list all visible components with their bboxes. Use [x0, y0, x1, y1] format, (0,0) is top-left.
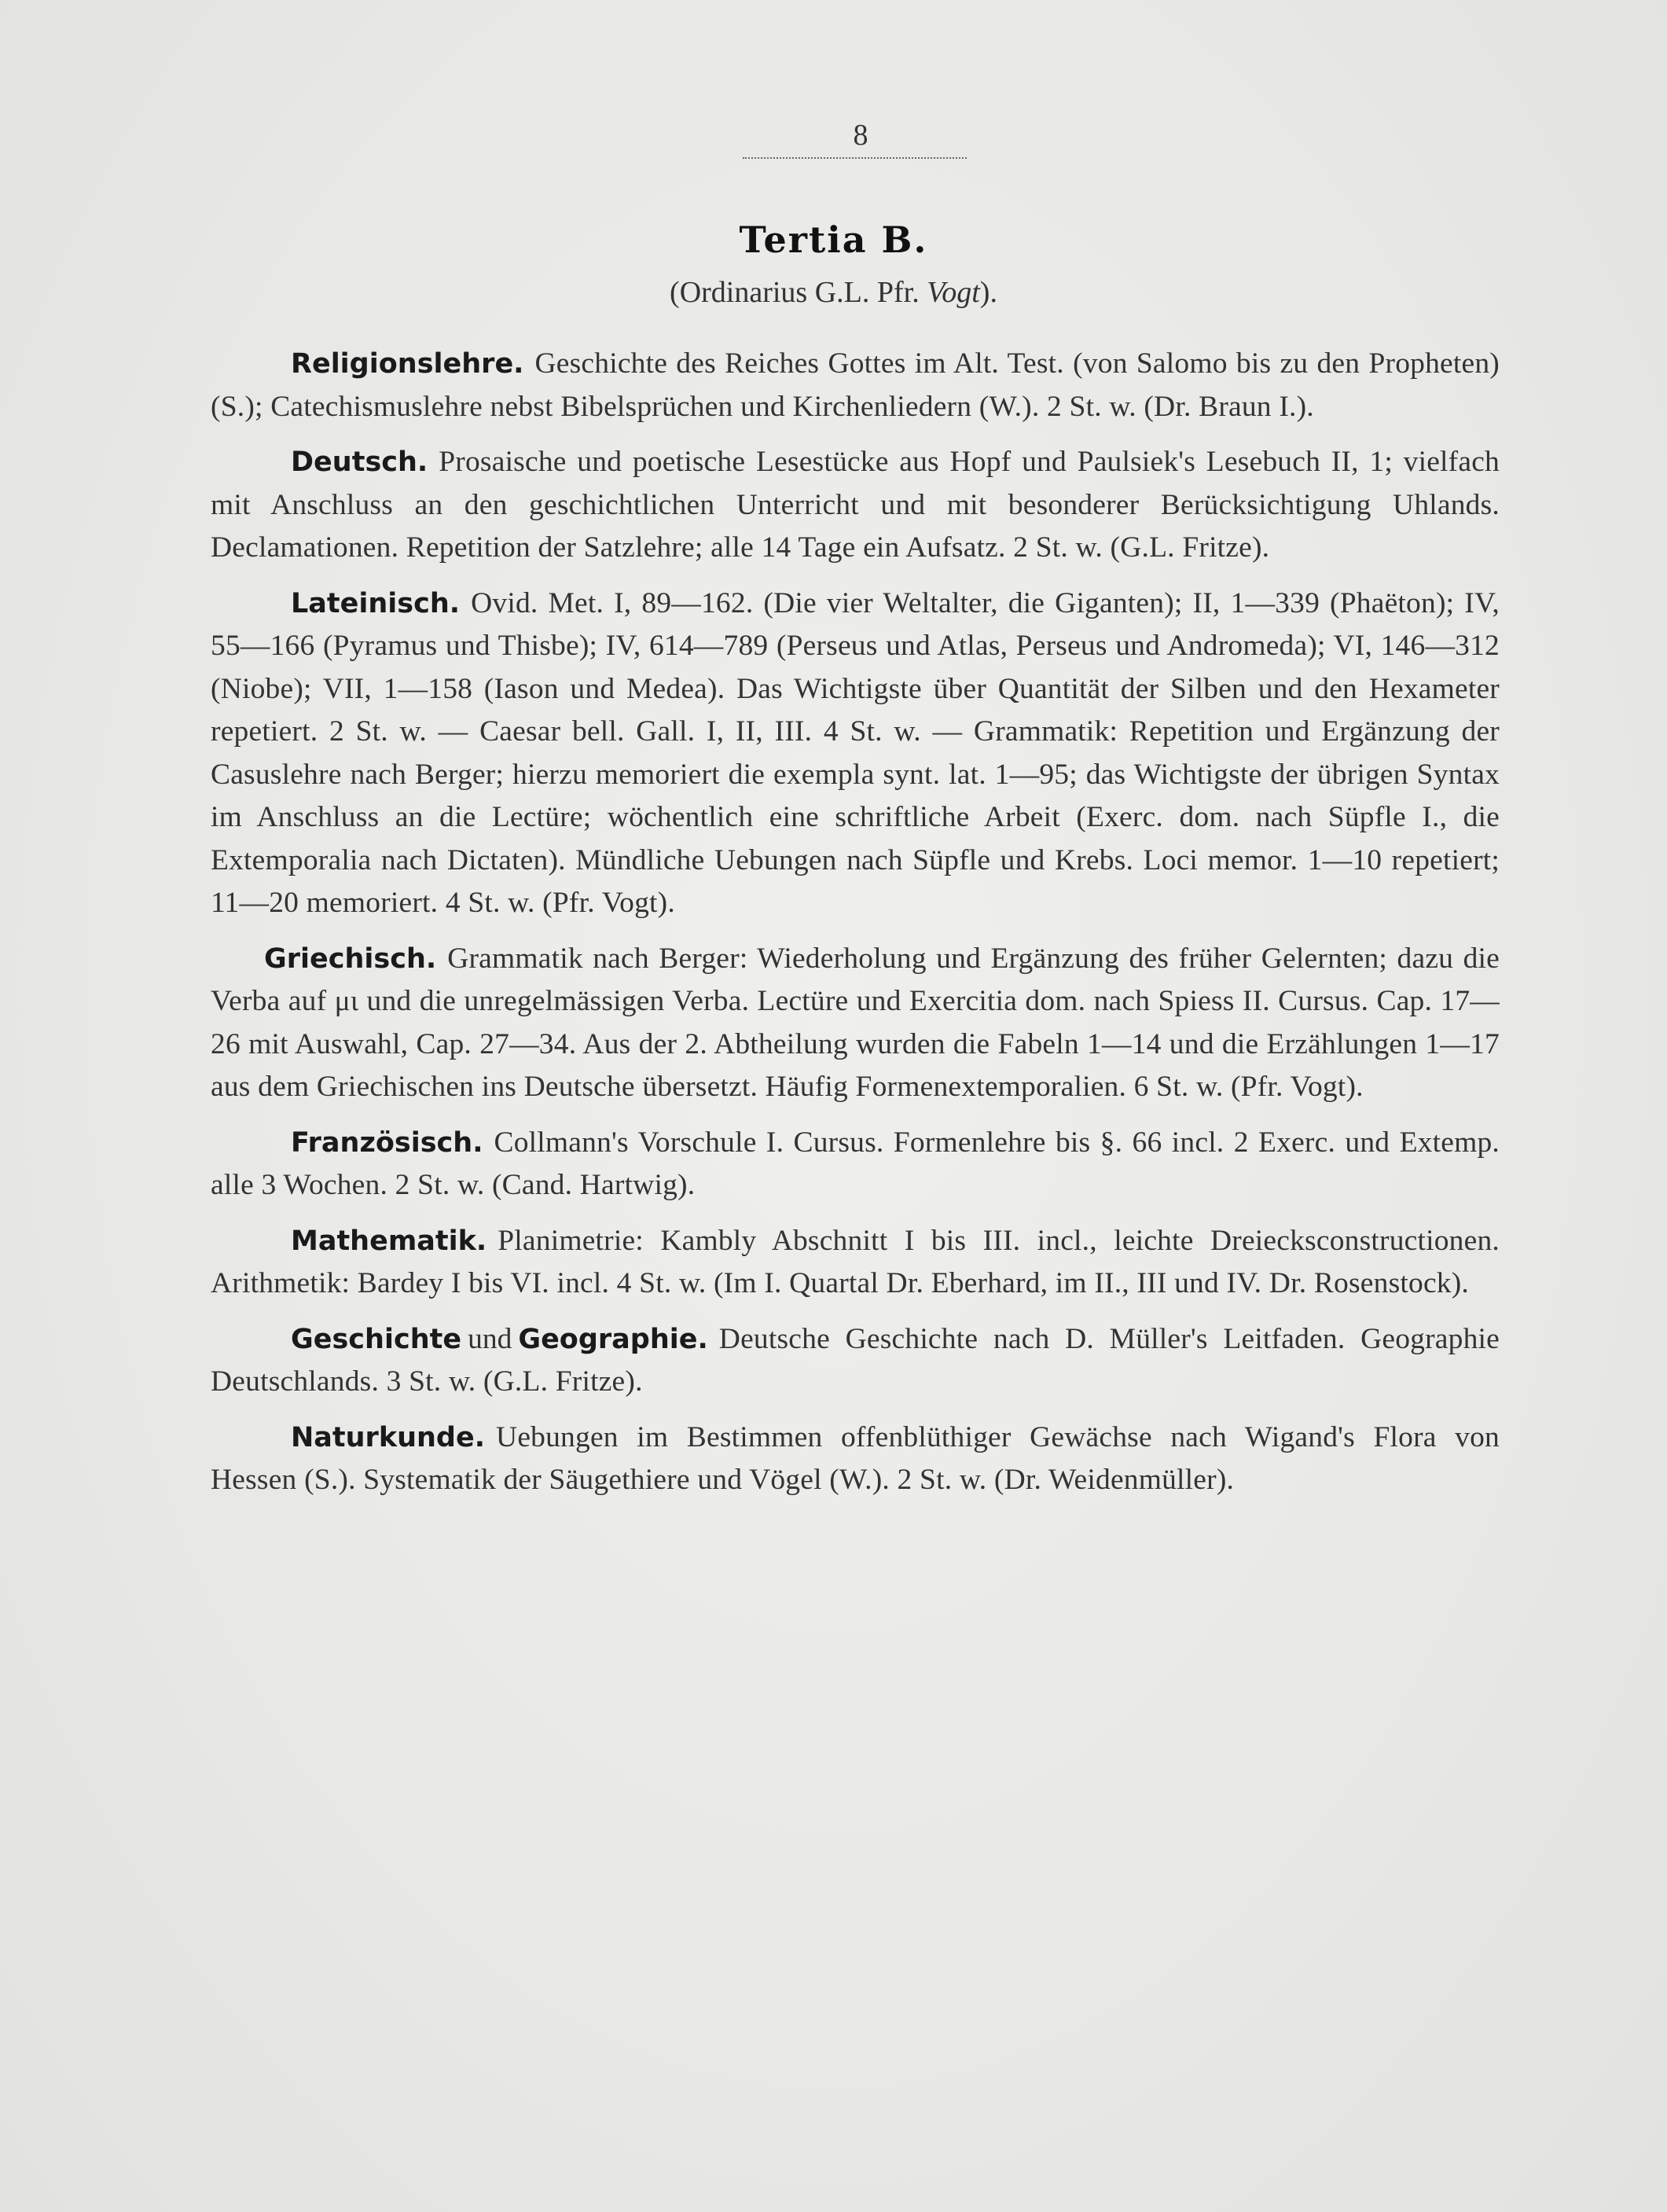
- subject-heading: Religionslehre.: [291, 348, 524, 380]
- subject-heading: Geschichte: [291, 1323, 462, 1355]
- subject-deutsch: [211, 441, 1500, 570]
- subject-text: Collmann's Vorschule I. Cursus. Formenlehre bis §. 66 incl. 2 Exerc. und Extemp. alle 3 Wochen. 2 St. w. (Cand. Hartwig).: [211, 1126, 1500, 1201]
- subject-mathematik: [211, 1220, 1500, 1306]
- page-number: 8: [853, 119, 868, 152]
- subtitle-prefix: (Ordinarius G.L. Pfr.: [670, 276, 920, 309]
- subject-heading: Französisch.: [291, 1126, 483, 1159]
- subject-text: Ovid. Met. I, 89—162. (Die vier Weltalter, die Giganten); II, 1—339 (Phaëton); IV, 55—166 (Pyramus und Thisbe); IV, 614—789 (Perseus und Atlas, Perseus und Andromeda); VI, 146—312 (Niobe); VII, 1—158 (Iason und Medea). Das Wichtigste über Quantität der Silben und den Hexameter repetiert. 2 St. w. — Caesar bell. Gall. I, II, III. 4 St. w. — Grammatik: Repetition und Ergänzung der Casuslehre nach Berger; hierzu memoriert die exempla synt. lat. 1—95; das Wichtigste der übrigen Syntax im Anschluss an die Lectüre; wöchentlich eine schriftliche Arbeit (Exerc. dom. nach Süpfle I., die Extemporalia nach Dictaten). Mündliche Uebungen nach Süpfle und Krebs. Loci memor. 1—10 repetiert; 11—20 memoriert. 4 St. w. (Pfr. Vogt).: [211, 586, 1500, 919]
- section-title: Tertia B.: [739, 219, 928, 261]
- subject-griechisch: [211, 938, 1500, 1109]
- subject-text: Uebungen im Bestimmen offenblüthiger Gewächse nach Wigand's Flora von Hessen (S.). Systematik der Säugethiere und Vögel (W.). 2 St. w. (Dr. Weidenmüller).: [211, 1420, 1500, 1496]
- subject-text: Planimetrie: Kambly Abschnitt I bis III. incl., leichte Dreiecksconstructionen. Arithmetik: Bardey I bis VI. incl. 4 St. w. (Im I. Quartal Dr. Eberhard, im II., III und IV. Dr. Rosenstock).: [211, 1224, 1500, 1299]
- subject-heading: Mathematik.: [291, 1225, 487, 1257]
- subject-religionslehre: [211, 343, 1500, 428]
- subject-heading: Griechisch.: [264, 942, 437, 975]
- page-number-rule: [743, 157, 967, 159]
- subject-heading-conjunction: und: [468, 1322, 512, 1355]
- subject-text: Deutsche Geschichte nach D. Müller's Leitfaden. Geographie Deutschlands. 3 St. w. (G.L. Fritze).: [211, 1322, 1500, 1398]
- subject-franzoesisch: [211, 1122, 1500, 1207]
- subject-naturkunde: [211, 1416, 1500, 1502]
- subjects-body: [211, 343, 1500, 1515]
- subject-heading: Lateinisch.: [291, 587, 461, 619]
- subject-text: Prosaische und poetische Lesestücke aus Hopf und Paulsiek's Lesebuch II, 1; vielfach mit Anschluss an den geschichtlichen Unterricht und mit besonderer Berücksichtigung Uhlands. Declamationen. Repetition der Satzlehre; alle 14 Tage ein Aufsatz. 2 St. w. (G.L. Fritze).: [211, 446, 1500, 564]
- subject-heading: Deutsch.: [291, 446, 428, 478]
- subject-text: Grammatik nach Berger: Wiederholung und Ergänzung des früher Gelernten; dazu die Verba auf μι und die unregelmässigen Verba. Lectüre und Exercitia dom. nach Spiess II. Cursus. Cap. 17—26 mit Auswahl, Cap. 27—34. Aus der 2. Abtheilung wurden die Fabeln 1—14 und die Erzählungen 1—17 aus dem Griechischen ins Deutsche übersetzt. Häufig Formenextemporalien. 6 St. w. (Pfr. Vogt).: [211, 942, 1500, 1103]
- subject-geschichte-geographie: [211, 1318, 1500, 1404]
- subject-text: Geschichte des Reiches Gottes im Alt. Test. (von Salomo bis zu den Propheten) (S.); Catechismuslehre nebst Bibelsprüchen und Kirchenliedern (W.). 2 St. w. (Dr. Braun I.).: [211, 347, 1500, 423]
- subject-heading-tail: Geographie.: [518, 1323, 708, 1355]
- subtitle-name: Vogt: [927, 276, 980, 309]
- subject-lateinisch: [211, 582, 1500, 925]
- section-subtitle: [0, 275, 1667, 310]
- subtitle-suffix: ).: [979, 276, 997, 309]
- subject-heading: Naturkunde.: [291, 1421, 486, 1453]
